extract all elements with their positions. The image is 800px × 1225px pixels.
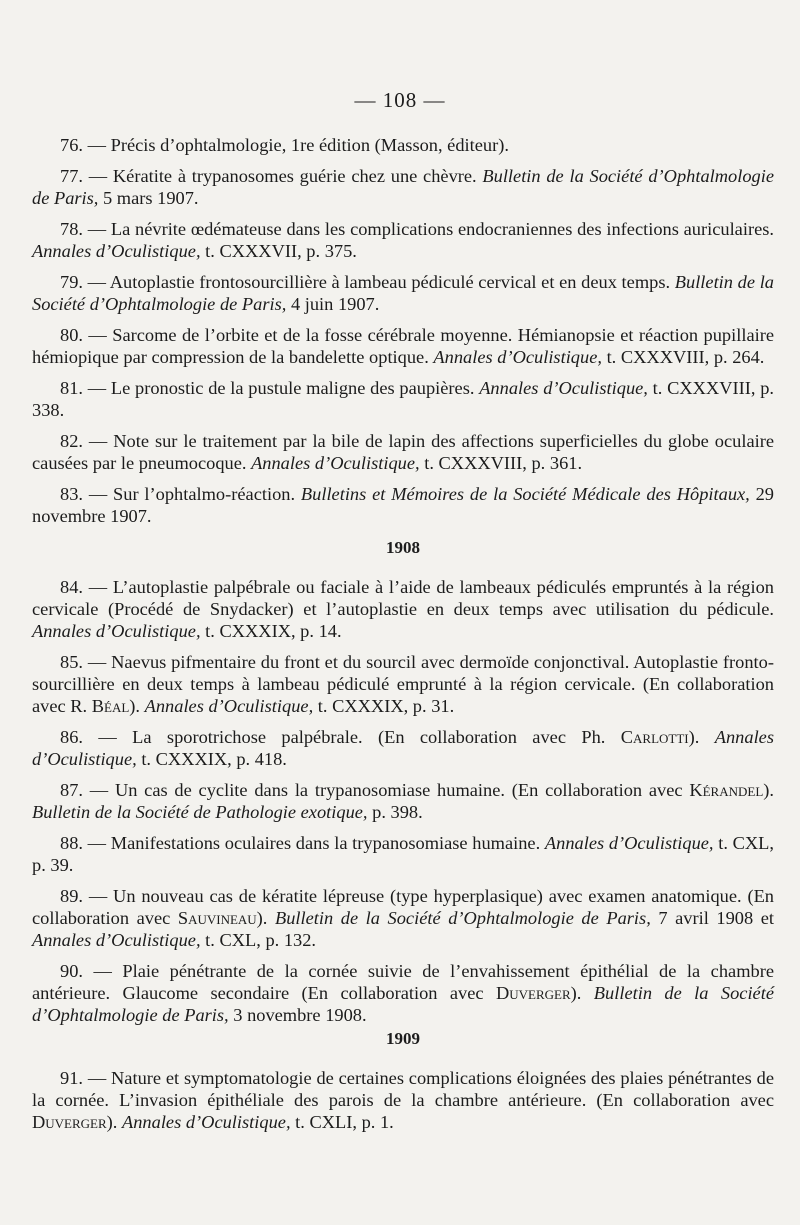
entry-number: 91. bbox=[60, 1068, 83, 1088]
entry-segment: ). bbox=[129, 696, 145, 716]
entry-segment: Sarcome de l’orbite et de la fosse cérébrale moyenne. Hémianopsie et réaction pupillaire hémiopique par compression de la bandelette optique. bbox=[32, 325, 775, 367]
bibliography-entry bbox=[32, 1067, 774, 1133]
entry-number: 79. bbox=[60, 272, 83, 292]
entry-segment: Plaie pénétrante de la cornée suivie de l’envahissement épithélial de la chambre antérieure. Glaucome secondaire (En collaboration avec bbox=[32, 961, 774, 1003]
entry-number: 76. bbox=[60, 135, 83, 155]
year-heading-1908: 1908 bbox=[386, 538, 420, 557]
bibliography-1907 bbox=[32, 134, 774, 536]
entry-text: 79. — Autoplastie frontosourcillière à lambeau pédiculé cervical et en deux temps. Bulletin de la Société d’Ophtalmologie de Paris, 4 juin 1907. bbox=[32, 272, 774, 314]
entry-segment: Le pronostic de la pustule maligne des paupières. bbox=[110, 378, 480, 398]
entry-segment: t. CXXXIX, p. 14. bbox=[200, 621, 342, 641]
entry-number: 90. bbox=[60, 961, 83, 981]
entry-text: 80. — Sarcome de l’orbite et de la fosse cérébrale moyenne. Hémianopsie et réaction pupillaire hémiopique par compression de la bandelette optique. Annales d’Oculistique, t. CXXXVIII, p. 264. bbox=[32, 325, 775, 367]
entry-segment: t. CXXXVIII, p. 361. bbox=[419, 453, 583, 473]
entry-segment: Un cas de cyclite dans la trypanosomiase humaine. (En collaboration avec bbox=[114, 780, 690, 800]
entry-number: 86. bbox=[60, 727, 83, 747]
entry-text: 81. — Le pronostic de la pustule maligne des paupières. Annales d’Oculistique, t. CXXXVIII, p. 338. bbox=[32, 378, 774, 420]
entry-number: 88. bbox=[60, 833, 83, 853]
entry-number: 81. bbox=[60, 378, 83, 398]
bibliography-entry bbox=[32, 324, 774, 368]
bibliography-entry bbox=[32, 165, 774, 209]
entry-segment: t. CXL, p. 132. bbox=[200, 930, 317, 950]
entry-segment: Kératite à trypanosomes guérie chez une chèvre. bbox=[112, 166, 483, 186]
journal-title: Annales d’Oculistique, bbox=[122, 1112, 291, 1132]
entry-text: 84. — L’autoplastie palpébrale ou faciale à l’aide de lambeaux pédiculés empruntés à la région cervicale (Procédé de Snydacker) et l’autoplastie en deux temps avec utilisation du pédicule. Annales d’Oculistique, t. CXXXIX, p. 14. bbox=[32, 577, 774, 641]
entry-number: 84. bbox=[60, 577, 83, 597]
author-name: Sauvineau bbox=[177, 908, 257, 928]
entry-segment: Précis d’ophtalmologie, 1re édition (Masson, éditeur). bbox=[110, 135, 509, 155]
entry-segment: 3 novembre 1908. bbox=[228, 1005, 367, 1025]
entry-number: 83. bbox=[60, 484, 83, 504]
bibliography-entry bbox=[32, 576, 774, 642]
journal-title: Bulletins et Mémoires de la Société Médicale des Hôpitaux, bbox=[300, 484, 750, 504]
entry-text: 90. — Plaie pénétrante de la cornée suivie de l’envahissement épithélial de la chambre antérieure. Glaucome secondaire (En collaboration avec Duverger). Bulletin de la Société d’Ophtalmologie de Paris, 3 novembre 1908. bbox=[32, 961, 774, 1025]
entry-text: 82. — Note sur le traitement par la bile de lapin des affections superficielles du globe oculaire causées par le pneumocoque. Annales d’Oculistique, t. CXXXVIII, p. 361. bbox=[32, 431, 775, 473]
entry-segment: t. CXXXVIII, p. 264. bbox=[601, 347, 765, 367]
author-name: Kérandel bbox=[689, 780, 764, 800]
bibliography-entry bbox=[32, 377, 774, 421]
entry-text: 85. — Naevus pifmentaire du front et du sourcil avec dermoïde conjonctival. Autoplastie fronto-sourcillière en deux temps à lambeau pédiculé emprunté à la région cervicale. (En collaboration avec R. Béal). Annales d’Oculistique, t. CXXXIX, p. 31. bbox=[32, 652, 774, 716]
journal-title: Annales d’Oculistique, bbox=[32, 241, 201, 261]
bibliography-entry bbox=[32, 218, 774, 262]
bibliography-entry bbox=[32, 779, 774, 823]
entry-segment: 7 avril 1908 et bbox=[650, 908, 774, 928]
author-name: Béal bbox=[91, 696, 130, 716]
author-name: Duverger bbox=[496, 983, 571, 1003]
entry-segment: ). bbox=[688, 727, 715, 747]
entry-segment: t. CXL, p. 39. bbox=[32, 833, 774, 875]
entry-number: 77. bbox=[60, 166, 83, 186]
entry-segment: t. CXLI, p. 1. bbox=[290, 1112, 394, 1132]
journal-title: Annales d’Oculistique, bbox=[32, 930, 201, 950]
journal-title: Annales d’Oculistique, bbox=[479, 378, 648, 398]
journal-title: Annales d’Oculistique, bbox=[32, 727, 774, 769]
entry-number: 85. bbox=[60, 652, 83, 672]
entry-segment: Naevus pifmentaire du front et du sourcil avec dermoïde conjonctival. Autoplastie fronto-sourcillière en deux temps à lambeau pédiculé emprunté à la région cervicale. (En collaboration avec R. bbox=[32, 652, 774, 716]
entry-text: 89. — Un nouveau cas de kératite lépreuse (type hyperplasique) avec examen anatomique. (En collaboration avec Sauvineau). Bulletin de la Société d’Ophtalmologie de Paris, 7 avril 1908 et Annales d’Oculistique, t. CXL, p. 132. bbox=[32, 886, 774, 950]
entry-text: 83. — Sur l’ophtalmo-réaction. Bulletins et Mémoires de la Société Médicale des Hôpitaux, 29 novembre 1907. bbox=[32, 484, 774, 526]
entries-1909 bbox=[32, 1067, 774, 1133]
entry-segment: Un nouveau cas de kératite lépreuse (type hyperplasique) avec examen anatomique. (En collaboration avec bbox=[32, 886, 774, 928]
journal-title: Bulletin de la Société de Pathologie exotique, bbox=[32, 802, 368, 822]
entry-number: 87. bbox=[60, 780, 83, 800]
entry-segment: 29 novembre 1907. bbox=[32, 484, 774, 526]
author-name: Carlotti bbox=[620, 727, 689, 747]
entry-segment: L’autoplastie palpébrale ou faciale à l’aide de lambeaux pédiculés empruntés à la région cervicale (Procédé de Snydacker) et l’autoplastie en deux temps avec utilisation du pédicule. bbox=[32, 577, 774, 619]
entry-text: 78. — La névrite œdémateuse dans les complications endocraniennes des infections auriculaires. Annales d’Oculistique, t. CXXXVII, p. 375. bbox=[32, 219, 774, 261]
entry-segment: t. CXXXIX, p. 418. bbox=[136, 749, 287, 769]
entry-segment: Sur l’ophtalmo-réaction. bbox=[113, 484, 301, 504]
entry-segment: t. CXXXIX, p. 31. bbox=[313, 696, 455, 716]
bibliography-entry bbox=[32, 832, 774, 876]
entry-text: 77. — Kératite à trypanosomes guérie chez une chèvre. Bulletin de la Société d’Ophtalmologie de Paris, 5 mars 1907. bbox=[32, 166, 774, 208]
entry-segment: 5 mars 1907. bbox=[98, 188, 199, 208]
entry-segment: 4 juin 1907. bbox=[286, 294, 380, 314]
bibliography-entry bbox=[32, 134, 774, 156]
entry-text: 87. — Un cas de cyclite dans la trypanosomiase humaine. (En collaboration avec Kérandel). Bulletin de la Société de Pathologie exotique, p. 398. bbox=[32, 780, 775, 822]
journal-title: Annales d’Oculistique, bbox=[144, 696, 314, 716]
entry-number: 80. bbox=[60, 325, 83, 345]
journal-title: Bulletin de la Société d’Ophtalmologie de Paris, bbox=[32, 166, 774, 208]
entry-number: 78. bbox=[60, 219, 83, 239]
entry-segment: t. CXXXVII, p. 375. bbox=[200, 241, 357, 261]
bibliography-entry bbox=[32, 651, 774, 717]
journal-title: Annales d’Oculistique, bbox=[32, 621, 201, 641]
entry-segment: Note sur le traitement par la bile de lapin des affections superficielles du globe oculaire causées par le pneumocoque. bbox=[32, 431, 775, 473]
entries-1907 bbox=[32, 134, 774, 527]
entry-text: 86. — La sporotrichose palpébrale. (En collaboration avec Ph. Carlotti). Annales d’Oculistique, t. CXXXIX, p. 418. bbox=[32, 727, 774, 769]
entry-segment: La sporotrichose palpébrale. (En collaboration avec Ph. bbox=[132, 727, 621, 747]
entry-segment: p. 398. bbox=[367, 802, 423, 822]
journal-title: Annales d’Oculistique, bbox=[251, 453, 420, 473]
journal-title: Annales d’Oculistique, bbox=[433, 347, 602, 367]
bibliography-1908 bbox=[32, 517, 774, 1035]
entry-number: 82. bbox=[60, 431, 83, 451]
bibliography-entry bbox=[32, 430, 774, 474]
entries-1908 bbox=[32, 576, 774, 1026]
journal-title: Bulletin de la Société d’Ophtalmologie de Paris, bbox=[274, 908, 651, 928]
entry-segment: La névrite œdémateuse dans les complications endocraniennes des infections auriculaires. bbox=[110, 219, 774, 239]
entry-segment: Nature et symptomatologie de certaines complications éloignées des plaies pénétrantes de la cornée. L’invasion épithéliale des parois de la chambre antérieure. (En collaboration avec bbox=[32, 1068, 774, 1110]
journal-title: Annales d’Oculistique, bbox=[544, 833, 714, 853]
bibliography-entry bbox=[32, 726, 774, 770]
entry-text: 76. — Précis d’ophtalmologie, 1re édition (Masson, éditeur). bbox=[60, 135, 509, 155]
entry-segment: ). bbox=[256, 908, 275, 928]
page-number: — 108 — bbox=[354, 88, 446, 112]
entry-segment: t. CXXXVIII, p. 338. bbox=[32, 378, 774, 420]
entry-text: 88. — Manifestations oculaires dans la trypanosomiase humaine. Annales d’Oculistique, t. CXL, p. 39. bbox=[32, 833, 774, 875]
entry-segment: ). bbox=[763, 780, 775, 800]
bibliography-entry bbox=[32, 271, 774, 315]
entry-text: 91. — Nature et symptomatologie de certaines complications éloignées des plaies pénétrantes de la cornée. L’invasion épithéliale des parois de la chambre antérieure. (En collaboration avec Duverger). Annales d’Oculistique, t. CXLI, p. 1. bbox=[32, 1068, 774, 1132]
bibliography-1909 bbox=[32, 1008, 774, 1142]
author-name: Duverger bbox=[32, 1112, 107, 1132]
year-heading-1909: 1909 bbox=[386, 1029, 420, 1048]
bibliography-entry bbox=[32, 885, 774, 951]
entry-number: 89. bbox=[60, 886, 83, 906]
entry-segment: ). bbox=[106, 1112, 122, 1132]
journal-title: Bulletin de la Société d’Ophtalmologie de Paris, bbox=[32, 272, 774, 314]
entry-segment: Autoplastie frontosourcillière à lambeau pédiculé cervical et en deux temps. bbox=[109, 272, 675, 292]
entry-segment: Manifestations oculaires dans la trypanosomiase humaine. bbox=[110, 833, 545, 853]
journal-title: Bulletin de la Société d’Ophtalmologie de Paris, bbox=[32, 983, 774, 1025]
entry-segment: ). bbox=[570, 983, 594, 1003]
